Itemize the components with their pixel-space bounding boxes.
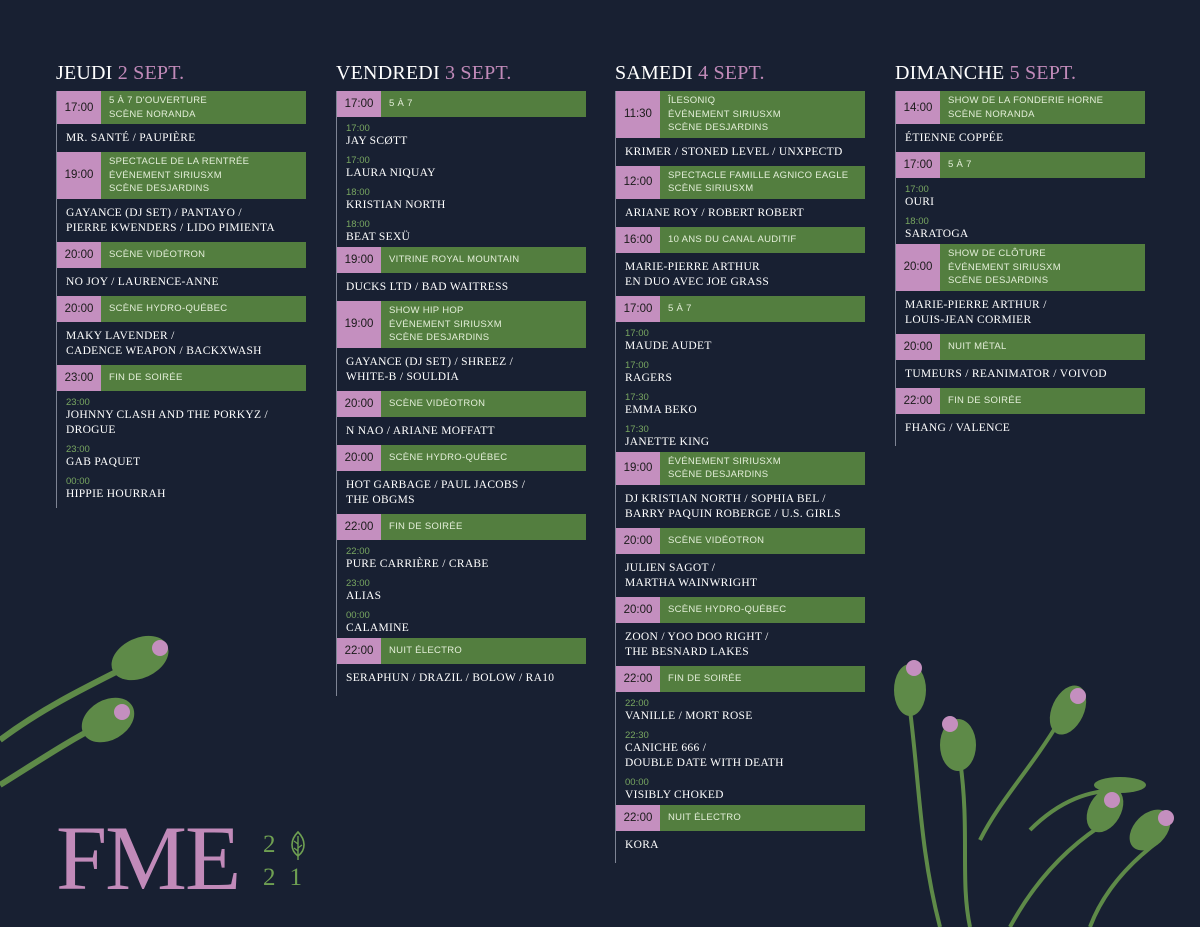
event-time: 20:00 <box>896 334 940 360</box>
year-digit: 2 <box>263 831 276 858</box>
event-label-line: SCÈNE NORANDA <box>109 108 196 120</box>
event-label <box>381 445 586 471</box>
event-label-line: SPECTACLE FAMILLE AGNICO EAGLE <box>668 169 849 181</box>
event-time: 11:30 <box>616 91 660 138</box>
artist-line: DJ KRISTIAN NORTH / SOPHIA BEL / <box>625 492 826 505</box>
slot-time: 22:30 <box>625 729 649 741</box>
performance-slot <box>616 420 865 452</box>
event-label-line: SPECTACLE DE LA RENTRÉE <box>109 156 250 167</box>
year-digit: 2 <box>263 864 276 891</box>
event-label-line: SCÈNE VIDÉOTRON <box>389 397 486 409</box>
artist-lineup <box>616 487 865 528</box>
event-time: 17:00 <box>896 152 940 178</box>
event-label-line: FIN DE SOIRÉE <box>948 394 1022 406</box>
event-time: 20:00 <box>337 391 381 417</box>
event-label <box>660 296 865 322</box>
slot-time: 23:00 <box>66 443 90 455</box>
artist-line: FHANG / VALENCE <box>905 421 1011 434</box>
slot-time: 18:00 <box>905 216 929 227</box>
day-column-samedi <box>615 62 865 863</box>
artist-line: NO JOY / LAURENCE-ANNE <box>66 275 219 288</box>
day-column-dimanche <box>895 62 1145 446</box>
event-header <box>57 242 306 268</box>
slot-artist: VISIBLY CHOKED <box>625 788 724 801</box>
day-heading <box>56 62 306 85</box>
event-header <box>57 365 306 391</box>
performance-slot <box>616 694 865 726</box>
event-label <box>381 391 586 417</box>
artist-lineup <box>57 324 306 365</box>
event-header <box>616 91 865 138</box>
event-label-line: SCÈNE VIDÉOTRON <box>109 248 206 260</box>
day-date: 5 SEPT. <box>1009 62 1077 84</box>
event-label <box>101 242 306 268</box>
event-header <box>896 244 1145 291</box>
event-header <box>616 528 865 554</box>
event-label-line: SCÈNE HYDRO-QUÉBEC <box>668 603 787 615</box>
artist-lineup <box>896 416 1145 442</box>
artist-lineup <box>337 473 586 514</box>
performance-slot <box>616 773 865 805</box>
slot-artist: JANETTE KING <box>625 435 710 448</box>
event-label <box>940 91 1145 124</box>
slot-time: 17:00 <box>346 123 370 134</box>
event-time: 22:00 <box>616 805 660 831</box>
artist-line: HOT GARBAGE / PAUL JACOBS / <box>346 478 526 491</box>
artist-lineup <box>337 666 586 692</box>
slot-time: 00:00 <box>625 776 649 788</box>
event-label <box>940 388 1145 414</box>
slot-artist: ALIAS <box>346 589 382 602</box>
event-label-line: SCÈNE HYDRO-QUÉBEC <box>109 302 228 314</box>
event-header <box>337 91 586 117</box>
event-header <box>337 247 586 273</box>
year-digit: 1 <box>289 864 302 891</box>
event-label-line: SHOW DE LA FONDERIE HORNE <box>948 95 1104 106</box>
event-label-line: SCÈNE NORANDA <box>948 108 1035 120</box>
event-header <box>57 152 306 199</box>
day-heading <box>615 62 865 85</box>
slot-time: 17:30 <box>625 423 649 435</box>
slot-time: 17:00 <box>346 155 370 166</box>
artist-line: DUCKS LTD / BAD WAITRESS <box>346 281 509 293</box>
artist-lineup <box>337 419 586 445</box>
schedule-list <box>615 91 865 863</box>
event-label-line: FIN DE SOIRÉE <box>668 672 742 684</box>
event-label-line: SCÈNE HYDRO-QUÉBEC <box>389 451 508 463</box>
artist-line: ÉTIENNE COPPÉE <box>905 132 1004 144</box>
artist-line: MAKY LAVENDER / <box>66 329 175 342</box>
event-header <box>896 388 1145 414</box>
event-label <box>660 452 865 485</box>
event-label-line: SHOW DE CLÔTURE <box>948 248 1046 259</box>
event-time: 22:00 <box>337 514 381 540</box>
event-header <box>896 334 1145 360</box>
performance-slot <box>337 606 586 638</box>
event-label <box>660 166 865 199</box>
artist-line: N NAO / ARIANE MOFFATT <box>346 424 495 437</box>
artist-line: ZOON / YOO DOO RIGHT / <box>625 630 769 643</box>
event-label-line: SCÈNE DESJARDINS <box>948 275 1049 286</box>
performance-slot <box>337 151 586 183</box>
artist-line: TUMEURS / REANIMATOR / VOIVOD <box>905 367 1107 380</box>
event-label <box>381 247 586 273</box>
event-label <box>940 152 1145 178</box>
slot-artist: PURE CARRIÈRE / CRABE <box>346 557 489 570</box>
artist-lineup <box>896 293 1145 334</box>
event-label-line: NUIT ÉLECTRO <box>668 811 742 823</box>
performance-slot <box>616 324 865 356</box>
event-label <box>660 666 865 692</box>
event-time: 22:00 <box>896 388 940 414</box>
slot-artist: MAUDE AUDET <box>625 339 712 352</box>
event-label <box>660 528 865 554</box>
day-column-jeudi <box>56 62 306 508</box>
performance-slot <box>337 119 586 151</box>
event-label-line: SCÈNE DESJARDINS <box>109 183 210 194</box>
event-label-line: NUIT ÉLECTRO <box>389 644 463 656</box>
day-column-vendredi <box>336 62 586 696</box>
event-label-line: 5 À 7 <box>389 98 413 110</box>
event-label <box>660 597 865 623</box>
day-name: SAMEDI <box>615 62 693 84</box>
event-label-line: ÉVÉNEMENT SIRIUSXM <box>389 318 502 330</box>
event-label <box>381 301 586 348</box>
schedule-list <box>336 91 586 696</box>
slot-artist: KRISTIAN NORTH <box>346 199 446 211</box>
slot-artist: JOHNNY CLASH AND THE PORKYZ / <box>66 408 268 421</box>
event-time: 19:00 <box>337 301 381 348</box>
artist-lineup <box>616 556 865 597</box>
event-label-line: 5 À 7 <box>948 159 972 171</box>
artist-lineup <box>896 362 1145 388</box>
slot-time: 22:00 <box>346 545 370 557</box>
day-heading <box>336 62 586 85</box>
slot-time: 00:00 <box>346 609 370 621</box>
performance-slot <box>57 472 306 504</box>
event-header <box>616 166 865 199</box>
event-label-line: ÉVÉNEMENT SIRIUSXM <box>948 261 1061 273</box>
leaf-icon <box>287 830 309 862</box>
artist-line: MR. SANTÉ / PAUPIÈRE <box>66 132 196 144</box>
slot-artist: RAGERS <box>625 371 673 384</box>
artist-line: THE OBGMS <box>346 493 415 506</box>
slot-artist: BEAT SEXÜ <box>346 231 411 243</box>
slot-time: 17:00 <box>625 327 649 339</box>
event-time: 22:00 <box>337 638 381 664</box>
event-header <box>896 91 1145 124</box>
day-heading <box>895 62 1145 85</box>
event-header <box>896 152 1145 178</box>
slot-artist: HIPPIE HOURRAH <box>66 487 166 500</box>
artist-line: MARIE-PIERRE ARTHUR / <box>905 298 1047 311</box>
day-date: 2 SEPT. <box>117 62 185 84</box>
event-label-line: VITRINE ROYAL MOUNTAIN <box>389 254 520 266</box>
event-time: 20:00 <box>337 445 381 471</box>
artist-lineup <box>616 140 865 166</box>
performance-slot <box>896 212 1145 244</box>
artist-line: MARTHA WAINWRIGHT <box>625 576 758 589</box>
schedule-list <box>56 91 306 508</box>
performance-slot <box>616 356 865 388</box>
event-label-line: SCÈNE VIDÉOTRON <box>668 534 765 546</box>
event-header <box>616 805 865 831</box>
event-time: 20:00 <box>896 244 940 291</box>
performance-slot <box>616 726 865 773</box>
event-header <box>337 514 586 540</box>
artist-lineup <box>616 625 865 666</box>
event-header <box>616 296 865 322</box>
event-label-line: 10 ANS DU CANAL AUDITIF <box>668 233 797 245</box>
slot-time: 00:00 <box>66 475 90 487</box>
slot-artist: CANICHE 666 / <box>625 741 707 754</box>
event-time: 19:00 <box>616 452 660 485</box>
artist-line: MARIE-PIERRE ARTHUR <box>625 260 761 273</box>
day-date: 4 SEPT. <box>698 62 765 84</box>
artist-line: GAYANCE (DJ SET) / SHREEZ / <box>346 355 514 368</box>
performance-slot <box>337 183 586 215</box>
performance-slot <box>337 574 586 606</box>
event-time: 17:00 <box>337 91 381 117</box>
artist-lineup <box>337 275 586 301</box>
artist-lineup <box>57 201 306 242</box>
performance-slot <box>57 440 306 472</box>
event-time: 20:00 <box>616 528 660 554</box>
slot-artist: LAURA NIQUAY <box>346 167 436 179</box>
schedule-list <box>895 91 1145 446</box>
performance-slot <box>337 215 586 247</box>
event-time: 20:00 <box>57 296 101 322</box>
event-label <box>101 296 306 322</box>
performance-slot <box>57 393 306 440</box>
artist-lineup <box>57 270 306 296</box>
slot-artist: DOUBLE DATE WITH DEATH <box>625 756 784 769</box>
event-time: 16:00 <box>616 227 660 253</box>
slot-time: 22:00 <box>625 697 649 709</box>
event-label-line: 5 À 7 D'OUVERTURE <box>109 95 208 106</box>
event-label-line: ÉVÉNEMENT SIRIUSXM <box>668 108 781 120</box>
performance-slot <box>896 180 1145 212</box>
event-header <box>57 296 306 322</box>
event-header <box>337 301 586 348</box>
slot-time: 17:00 <box>625 359 649 371</box>
day-name: VENDREDI <box>336 62 440 84</box>
slot-time: 18:00 <box>346 219 370 230</box>
slot-time: 17:00 <box>905 184 929 195</box>
event-time: 17:00 <box>57 91 101 124</box>
performance-slot <box>337 542 586 574</box>
event-header <box>616 666 865 692</box>
event-time: 23:00 <box>57 365 101 391</box>
artist-lineup <box>616 201 865 227</box>
event-label-line: SHOW HIP HOP <box>389 305 464 316</box>
event-label-line: SCÈNE DESJARDINS <box>668 122 769 133</box>
event-label <box>381 91 586 117</box>
artist-line: PIERRE KWENDERS / LIDO PIMIENTA <box>66 221 275 234</box>
event-time: 19:00 <box>57 152 101 199</box>
event-header <box>337 638 586 664</box>
event-label <box>101 365 306 391</box>
event-label <box>660 227 865 253</box>
event-label <box>381 638 586 664</box>
event-label <box>101 152 306 199</box>
artist-line: KRIMER / STONED LEVEL / UNXPECTD <box>625 145 843 158</box>
slot-artist: SARATOGA <box>905 228 969 240</box>
event-label <box>940 244 1145 291</box>
artist-line: LOUIS-JEAN CORMIER <box>905 313 1032 326</box>
artist-lineup <box>616 833 865 859</box>
artist-line: JULIEN SAGOT / <box>625 561 716 574</box>
day-name: JEUDI <box>56 62 113 84</box>
event-header <box>616 452 865 485</box>
event-time: 22:00 <box>616 666 660 692</box>
artist-line: KORA <box>625 838 659 851</box>
event-time: 19:00 <box>337 247 381 273</box>
artist-line: ARIANE ROY / ROBERT ROBERT <box>625 206 804 219</box>
event-label-line: FIN DE SOIRÉE <box>109 371 183 383</box>
slot-time: 23:00 <box>66 396 90 408</box>
event-label <box>660 91 865 138</box>
event-header <box>616 227 865 253</box>
event-label-line: FIN DE SOIRÉE <box>389 520 463 532</box>
event-header <box>616 597 865 623</box>
flower-illustration-left <box>0 620 200 810</box>
day-name: DIMANCHE <box>895 62 1005 84</box>
event-label-line: ÉVÉNEMENT SIRIUSXM <box>109 169 222 181</box>
slot-artist: GAB PAQUET <box>66 455 141 468</box>
artist-lineup <box>896 126 1145 152</box>
slot-time: 23:00 <box>346 577 370 589</box>
event-label-line: SCÈNE SIRIUSXM <box>668 183 754 194</box>
event-time: 20:00 <box>57 242 101 268</box>
slot-artist: OURI <box>905 196 935 208</box>
slot-artist: DROGUE <box>66 423 116 436</box>
artist-lineup <box>337 350 586 391</box>
event-header <box>337 391 586 417</box>
day-date: 3 SEPT. <box>445 62 512 84</box>
slot-artist: JAY SCØTT <box>346 135 408 147</box>
artist-line: CADENCE WEAPON / BACKXWASH <box>66 344 262 357</box>
artist-line: EN DUO AVEC JOE GRASS <box>625 275 770 288</box>
flower-illustration-right <box>880 650 1200 927</box>
slot-time: 17:30 <box>625 391 649 403</box>
event-time: 14:00 <box>896 91 940 124</box>
slot-artist: EMMA BEKO <box>625 403 698 416</box>
event-label-line: NUIT MÉTAL <box>948 340 1007 352</box>
slot-time: 18:00 <box>346 187 370 198</box>
performance-slot <box>616 388 865 420</box>
event-label <box>381 514 586 540</box>
event-label-line: 5 À 7 <box>668 302 692 314</box>
logo-wordmark: FME <box>56 807 240 909</box>
event-time: 12:00 <box>616 166 660 199</box>
artist-lineup <box>57 126 306 152</box>
slot-artist: VANILLE / MORT ROSE <box>625 709 753 722</box>
event-label-line: ÎLESONIQ <box>668 95 716 106</box>
event-time: 20:00 <box>616 597 660 623</box>
event-label <box>660 805 865 831</box>
event-header <box>337 445 586 471</box>
artist-line: GAYANCE (DJ SET) / PANTAYO / <box>66 206 242 219</box>
slot-artist: CALAMINE <box>346 621 410 634</box>
event-time: 17:00 <box>616 296 660 322</box>
artist-line: SERAPHUN / DRAZIL / BOLOW / RA10 <box>346 671 555 684</box>
artist-line: WHITE-B / SOULDIA <box>346 370 460 383</box>
event-header <box>57 91 306 124</box>
artist-lineup <box>616 255 865 296</box>
event-label-line: SCÈNE DESJARDINS <box>668 469 769 480</box>
event-label-line: SCÈNE DESJARDINS <box>389 332 490 343</box>
artist-line: THE BESNARD LAKES <box>625 645 749 658</box>
artist-line: BARRY PAQUIN ROBERGE / U.S. GIRLS <box>625 507 841 520</box>
event-label <box>101 91 306 124</box>
event-label-line: ÉVÉNEMENT SIRIUSXM <box>668 455 781 467</box>
event-label <box>940 334 1145 360</box>
